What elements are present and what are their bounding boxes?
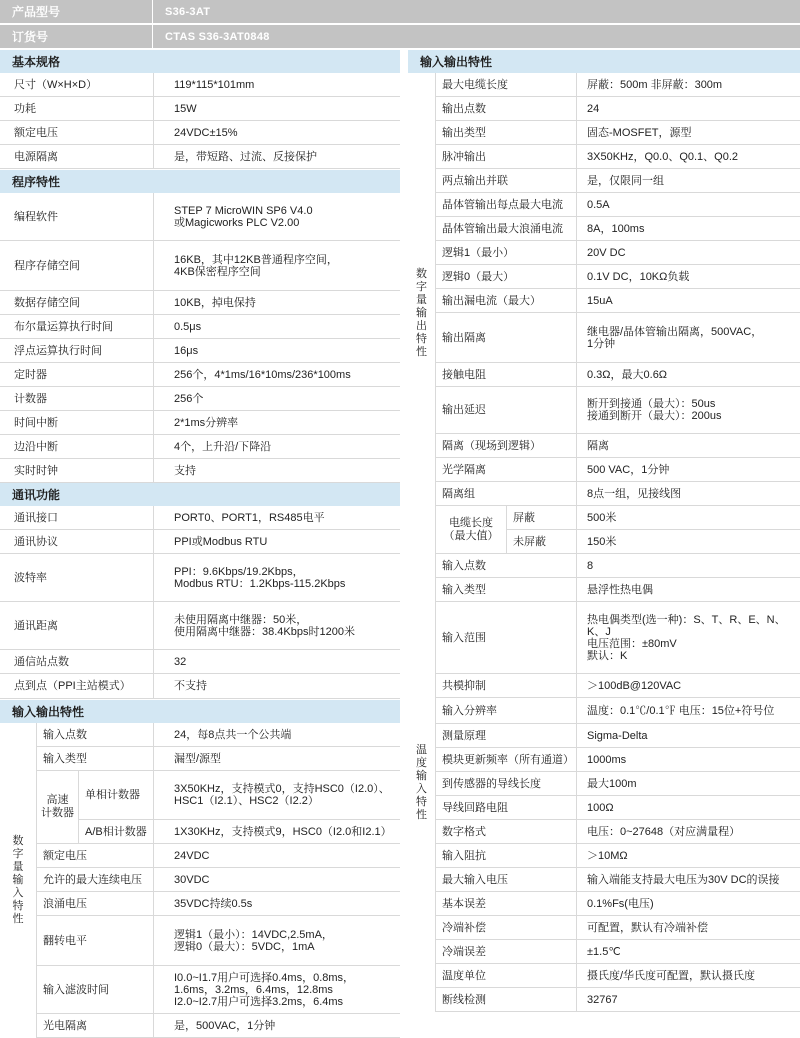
spec-value: PPI或Modbus RTU (153, 530, 400, 554)
spec-label: 晶体管输出每点最大电流 (436, 193, 576, 217)
group-digital-input-text: 数字量输入特性 (12, 835, 24, 925)
spec-label: 隔离组 (436, 482, 576, 506)
spec-value: 是，500VAC，1分钟 (153, 1014, 400, 1038)
spec-label: 点到点（PPI主站模式） (0, 674, 153, 699)
spec-label: 未屏蔽 (507, 530, 576, 554)
spec-label: 额定电压 (0, 121, 153, 145)
spec-value: 不支持 (153, 674, 400, 699)
spec-value: 30VDC (153, 868, 400, 892)
spec-label: 输入范围 (436, 602, 576, 674)
spec-label: 共模抑制 (436, 674, 576, 698)
spec-label: 输入类型 (436, 578, 576, 602)
spec-label: 断线检测 (436, 988, 576, 1012)
spec-label: 尺寸（W×H×D） (0, 73, 153, 97)
spec-value: 支持 (153, 459, 400, 483)
spec-value: PPI：9.6Kbps/19.2Kbps， Modbus RTU：1.2Kbps-115.2Kbps (153, 554, 400, 602)
spec-label: 布尔量运算执行时间 (0, 315, 153, 339)
group-digital-output-text: 数字量输出特性 (416, 268, 427, 358)
spec-label: 两点输出并联 (436, 169, 576, 193)
spec-value: 32767 (576, 988, 800, 1012)
spec-value: 24，每8点共一个公共端 (153, 723, 400, 747)
spec-value: 100Ω (576, 796, 800, 820)
model-value: S36-3AT (153, 0, 800, 23)
spec-value: 0.3Ω，最大0.6Ω (576, 363, 800, 387)
spec-value: 可配置，默认有冷端补偿 (576, 916, 800, 940)
spec-label: 边沿中断 (0, 435, 153, 459)
spec-label: 计数器 (0, 387, 153, 411)
spec-label: 通讯协议 (0, 530, 153, 554)
spec-value: 3X50KHz，Q0.0、Q0.1、Q0.2 (576, 145, 800, 169)
spec-value: 15W (153, 97, 400, 121)
spec-label: 输入点数 (436, 554, 576, 578)
spec-label: 允许的最大连续电压 (37, 868, 153, 892)
spec-label: 光电隔离 (37, 1014, 153, 1038)
spec-value: 150米 (576, 530, 800, 554)
spec-value: 继电器/晶体管输出隔离，500VAC， 1分钟 (576, 313, 800, 363)
spec-value: 逻辑1（最小）：14VDC,2.5mA， 逻辑0（最大）：5VDC，1mA (153, 916, 400, 966)
spec-label: 输出点数 (436, 97, 576, 121)
spec-label: 输出隔离 (436, 313, 576, 363)
spec-value: ＞10MΩ (576, 844, 800, 868)
spec-label: 程序存储空间 (0, 241, 153, 291)
spec-label: 导线回路电阻 (436, 796, 576, 820)
spec-value: 断开到接通（最大）：50us 接通到断开（最大）：200us (576, 387, 800, 434)
spec-value: STEP 7 MicroWIN SP6 V4.0 或Magicworks PLC V2.00 (153, 193, 400, 241)
spec-label: 到传感器的导线长度 (436, 772, 576, 796)
spec-label: 通讯接口 (0, 506, 153, 530)
spec-value: 0.1V DC，10KΩ负载 (576, 265, 800, 289)
spec-value: 119*115*101mm (153, 73, 400, 97)
spec-label: 最大输入电压 (436, 868, 576, 892)
spec-value: 1X30KHz，支持模式9，HSC0（I2.0和I2.1） (153, 820, 400, 844)
spec-value: 24VDC±15% (153, 121, 400, 145)
spec-label: 功耗 (0, 97, 153, 121)
spec-value: ±1.5℃ (576, 940, 800, 964)
group-temperature-input (408, 554, 435, 1012)
spec-value: 256个，4*1ms/16*10ms/236*100ms (153, 363, 400, 387)
spec-value: 8点一组，见接线图 (576, 482, 800, 506)
spec-label: 数据存储空间 (0, 291, 153, 315)
spec-value: 0.5μs (153, 315, 400, 339)
spec-label: 最大电缆长度 (436, 73, 576, 97)
spec-label: 测量原理 (436, 724, 576, 748)
spec-label: 实时时钟 (0, 459, 153, 483)
section-header-comm: 通讯功能 (0, 483, 400, 506)
spec-label: 数字格式 (436, 820, 576, 844)
spec-label: 逻辑0（最大） (436, 265, 576, 289)
spec-label: 光学隔离 (436, 458, 576, 482)
spec-value: 4个，上升沿/下降沿 (153, 435, 400, 459)
spec-value: 0.5A (576, 193, 800, 217)
spec-label: 单相计数器 (79, 771, 153, 820)
spec-value: 8 (576, 554, 800, 578)
spec-value: 漏型/源型 (153, 747, 400, 771)
group-digital-output (408, 73, 435, 554)
spec-label: 冷端补偿 (436, 916, 576, 940)
spec-label: 浪涌电压 (37, 892, 153, 916)
spec-value: 悬浮性热电偶 (576, 578, 800, 602)
spec-label: 输入滤波时间 (37, 966, 153, 1014)
section-header-io-right: 输入输出特性 (408, 50, 800, 73)
spec-value: 24 (576, 97, 800, 121)
spec-value: Sigma-Delta (576, 724, 800, 748)
spec-label: 输出类型 (436, 121, 576, 145)
spec-value: 温度：0.1℃/0.1℉ 电压：15位+符号位 (576, 698, 800, 724)
spec-label: 温度单位 (436, 964, 576, 988)
spec-label: 翻转电平 (37, 916, 153, 966)
cable-length-label: 电缆长度 （最大值） (436, 506, 506, 554)
spec-value: 256个 (153, 387, 400, 411)
spec-label: 隔离（现场到逻辑） (436, 434, 576, 458)
spec-label: 波特率 (0, 554, 153, 602)
spec-value: 固态-MOSFET，源型 (576, 121, 800, 145)
spec-value: 热电偶类型(选一种)：S、T、R、E、N、 K、J 电压范围：±80mV 默认：K (576, 602, 800, 674)
spec-value: 1000ms (576, 748, 800, 772)
spec-value: ＞100dB@120VAC (576, 674, 800, 698)
spec-value: 未使用隔离中继器：50米， 使用隔离中继器：38.4Kbps时1200米 (153, 602, 400, 650)
spec-value: 输入端能支持最大电压为30V DC的误接 (576, 868, 800, 892)
spec-value: 16μs (153, 339, 400, 363)
spec-value: 是，带短路、过流、反接保护 (153, 145, 400, 169)
order-value: CTAS S36-3AT0848 (153, 25, 800, 48)
spec-value: 500 VAC，1分钟 (576, 458, 800, 482)
spec-label: 晶体管输出最大浪涌电流 (436, 217, 576, 241)
counter-group-label: 高速 计数器 (37, 771, 78, 844)
spec-label: 接触电阻 (436, 363, 576, 387)
spec-value: 35VDC持续0.5s (153, 892, 400, 916)
spec-value: 16KB，其中12KB普通程序空间， 4KB保密程序空间 (153, 241, 400, 291)
section-header-io-left: 输入输出特性 (0, 700, 400, 723)
spec-value: I0.0~I1.7用户可选择0.4ms，0.8ms， 1.6ms，3.2ms，6.4ms，12.8ms I2.0~I2.7用户可选择3.2ms，6.4ms (153, 966, 400, 1014)
spec-label: 通信站点数 (0, 650, 153, 674)
spec-value: 2*1ms分辨率 (153, 411, 400, 435)
group-temperature-input-text: 温度输入特性 (416, 744, 427, 821)
spec-label: 输入阻抗 (436, 844, 576, 868)
spec-label: 屏蔽 (507, 506, 576, 530)
spec-value: 屏蔽：500m 非屏蔽：300m (576, 73, 800, 97)
spec-label: 额定电压 (37, 844, 153, 868)
spec-value: PORT0、PORT1，RS485电平 (153, 506, 400, 530)
group-digital-input (0, 723, 36, 1038)
spec-label: 定时器 (0, 363, 153, 387)
spec-label: 输出延迟 (436, 387, 576, 434)
column-gutter (400, 50, 408, 1038)
spec-label: 逻辑1（最小） (436, 241, 576, 265)
spec-value: 摄氏度/华氏度可配置，默认摄氏度 (576, 964, 800, 988)
section-header-program: 程序特性 (0, 170, 400, 193)
spec-value: 8A，100ms (576, 217, 800, 241)
spec-label: 冷端误差 (436, 940, 576, 964)
spec-label: 输入类型 (37, 747, 153, 771)
spec-value: 10KB，掉电保持 (153, 291, 400, 315)
spec-label: 浮点运算执行时间 (0, 339, 153, 363)
spec-label: 基本误差 (436, 892, 576, 916)
spec-label: 输入分辨率 (436, 698, 576, 724)
spec-label: 输入点数 (37, 723, 153, 747)
spec-label: 编程软件 (0, 193, 153, 241)
spec-value: 0.1%Fs(电压) (576, 892, 800, 916)
spec-label: 电源隔离 (0, 145, 153, 169)
spec-label: A/B相计数器 (79, 820, 153, 844)
spec-value: 24VDC (153, 844, 400, 868)
spec-label: 模块更新频率（所有通道） (436, 748, 576, 772)
spec-value: 最大100m (576, 772, 800, 796)
spec-value: 32 (153, 650, 400, 674)
spec-value: 电压：0~27648（对应满量程） (576, 820, 800, 844)
spec-label: 脉冲输出 (436, 145, 576, 169)
spec-label: 输出漏电流（最大） (436, 289, 576, 313)
spec-value: 15uA (576, 289, 800, 313)
order-label: 订货号 (0, 25, 152, 48)
model-label: 产品型号 (0, 0, 152, 23)
section-header-basic: 基本规格 (0, 50, 400, 73)
spec-value: 隔离 (576, 434, 800, 458)
spec-value: 500米 (576, 506, 800, 530)
spec-value: 是，仅限同一组 (576, 169, 800, 193)
spec-label: 通讯距离 (0, 602, 153, 650)
spec-label: 时间中断 (0, 411, 153, 435)
spec-value: 20V DC (576, 241, 800, 265)
spec-value: 3X50KHz，支持模式0，支持HSC0（I2.0）、 HSC1（I2.1）、HSC2（I2.2） (153, 771, 400, 820)
